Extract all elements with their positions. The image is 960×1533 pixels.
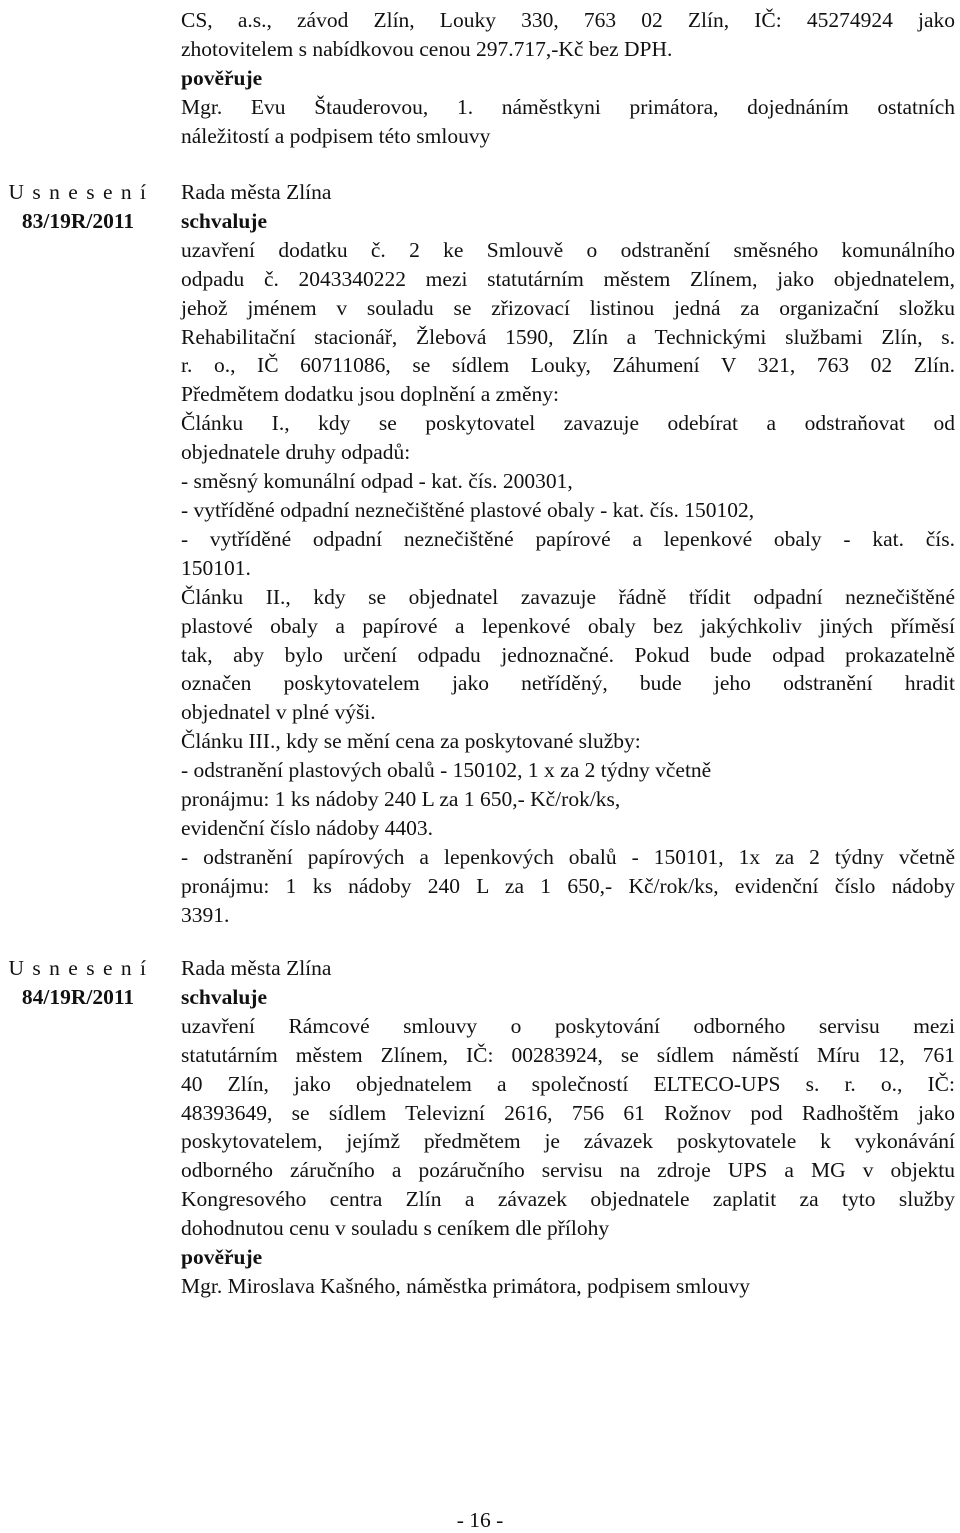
resolution-84-text-line: odborného záručního a pozáručního servisu na zdroje UPS a MG v objektu <box>181 1158 955 1183</box>
resolution-83-text-line: odpadu č. 2043340222 mezi statutárním městem Zlínem, jako objednatelem, <box>181 266 955 291</box>
resolution-83-text-line: tak, aby bylo určení odpadu jednoznačné. Pokud bude odpad prokazatelně <box>181 642 955 667</box>
resolution-83-text-line: 3391. <box>181 902 230 927</box>
resolution-83-text-line: - odstranění papírových a lepenkových obalů - 150101, 1x za 2 týdny včetně <box>181 844 955 869</box>
resolution-83-label-word: U s n e s e n í <box>8 180 148 204</box>
resolution-83-text-line: plastové obaly a papírové a lepenkové obaly bez jakýchkoliv jiných příměsí <box>181 613 955 638</box>
resolution-83-content <box>181 178 955 930</box>
page-number: - 16 - <box>456 1508 504 1532</box>
resolution-84-heading: schvaluje <box>181 984 267 1009</box>
resolution-84-text-line: 40 Zlín, jako objednatelem a společností ELTECO-UPS s. r. o., IČ: <box>181 1071 955 1096</box>
resolution-83-text-line: jehož jménem v souladu se zřizovací listinou jedná za organizační složku <box>181 295 955 320</box>
resolution-83-text-line: Rehabilitační stacionář, Žlebová 1590, Zlín a Technickými službami Zlín, s. <box>181 324 955 349</box>
resolution-84-text-line: uzavření Rámcové smlouvy o poskytování odborného servisu mezi <box>181 1013 955 1038</box>
resolution-83-text-line: - vytříděné odpadní neznečištěné papírové a lepenkové obaly - kat. čís. <box>181 526 955 551</box>
resolution-83-number: 83/19R/2011 <box>21 209 135 233</box>
resolution-84-body: Rada města Zlína <box>181 956 332 980</box>
resolution-83-text-line: uzavření dodatku č. 2 ke Smlouvě o odstranění směsného komunálního <box>181 237 955 262</box>
resolution-83-body: Rada města Zlína <box>181 180 332 204</box>
resolution-83-heading: schvaluje <box>181 208 267 233</box>
intro-content <box>181 6 955 151</box>
resolution-83-text-line: objednatele druhy odpadů: <box>181 440 411 465</box>
intro-heading: pověřuje <box>181 65 263 90</box>
resolution-84-label-word: U s n e s e n í <box>8 956 148 980</box>
resolution-83-text-line: Článku I., kdy se poskytovatel zavazuje odebírat a odstraňovat od <box>181 411 955 436</box>
resolution-84-text <box>181 1012 955 1243</box>
resolution-84-content <box>181 954 955 1301</box>
resolution-83-text-line: - vytříděné odpadní neznečištěné plastové obaly - kat. čís. 150102, <box>181 497 755 522</box>
resolution-84-heading-2: pověřuje <box>181 1245 263 1270</box>
resolution-83-text-line: Předmětem dodatku jsou doplnění a změny: <box>181 382 559 407</box>
intro-line-2: zhotovitelem s nabídkovou cenou 297.717,-Kč bez DPH. <box>181 36 673 61</box>
resolution-84-text-line: statutárním městem Zlínem, IČ: 00283924, se sídlem náměstí Míru 12, 761 <box>181 1042 955 1067</box>
resolution-83-text-line: pronájmu: 1 ks nádoby 240 L za 1 650,- Kč/rok/ks, <box>181 787 621 812</box>
resolution-83-text-line: r. o., IČ 60711086, se sídlem Louky, Záhumení V 321, 763 02 Zlín. <box>181 353 955 378</box>
resolution-83-text-line: - směsný komunální odpad - kat. čís. 200301, <box>181 469 573 494</box>
resolution-84-text-line: 48393649, se sídlem Televizní 2616, 756 61 Rožnov pod Radhoštěm jako <box>181 1100 955 1125</box>
intro-line-3: Mgr. Evu Štauderovou, 1. náměstkyni primátora, dojednáním ostatních <box>181 94 955 119</box>
resolution-83-text-line: označen poskytovatelem jako netříděný, bude jeho odstranění hradit <box>181 671 955 696</box>
resolution-83-text-line: 150101. <box>181 555 251 580</box>
intro-line-4: náležitostí a podpisem této smlouvy <box>181 123 491 148</box>
resolution-83-text <box>181 236 955 930</box>
resolution-83-text-line: objednatel v plné výši. <box>181 700 376 725</box>
resolution-84-text-line: poskytovatelem, jejímž předmětem je závazek poskytovatele k vykonávání <box>181 1129 955 1154</box>
resolution-84-text-line: Kongresového centra Zlín a závazek objednatele zaplatit za tyto služby <box>181 1187 955 1212</box>
resolution-83-text-line: Článku III., kdy se mění cena za poskytované služby: <box>181 729 641 754</box>
resolution-84-number: 84/19R/2011 <box>21 985 135 1009</box>
resolution-83-text-line: Článku II., kdy se objednatel zavazuje řádně třídit odpadní neznečištěné <box>181 584 955 609</box>
resolution-83-text-line: pronájmu: 1 ks nádoby 240 L za 1 650,- Kč/rok/ks, evidenční číslo nádoby <box>181 873 955 898</box>
resolution-84-final-line: Mgr. Miroslava Kašného, náměstka primátora, podpisem smlouvy <box>181 1273 751 1298</box>
resolution-83-label <box>3 178 153 236</box>
resolution-84-label <box>3 954 153 1012</box>
intro-line-1: CS, a.s., závod Zlín, Louky 330, 763 02 Zlín, IČ: 45274924 jako <box>181 8 955 32</box>
resolution-83-text-line: - odstranění plastových obalů - 150102, 1 x za 2 týdny včetně <box>181 758 712 783</box>
resolution-84-text-line: dohodnutou cenu v souladu s ceníkem dle přílohy <box>181 1216 610 1241</box>
resolution-83-text-line: evidenční číslo nádoby 4403. <box>181 815 433 840</box>
